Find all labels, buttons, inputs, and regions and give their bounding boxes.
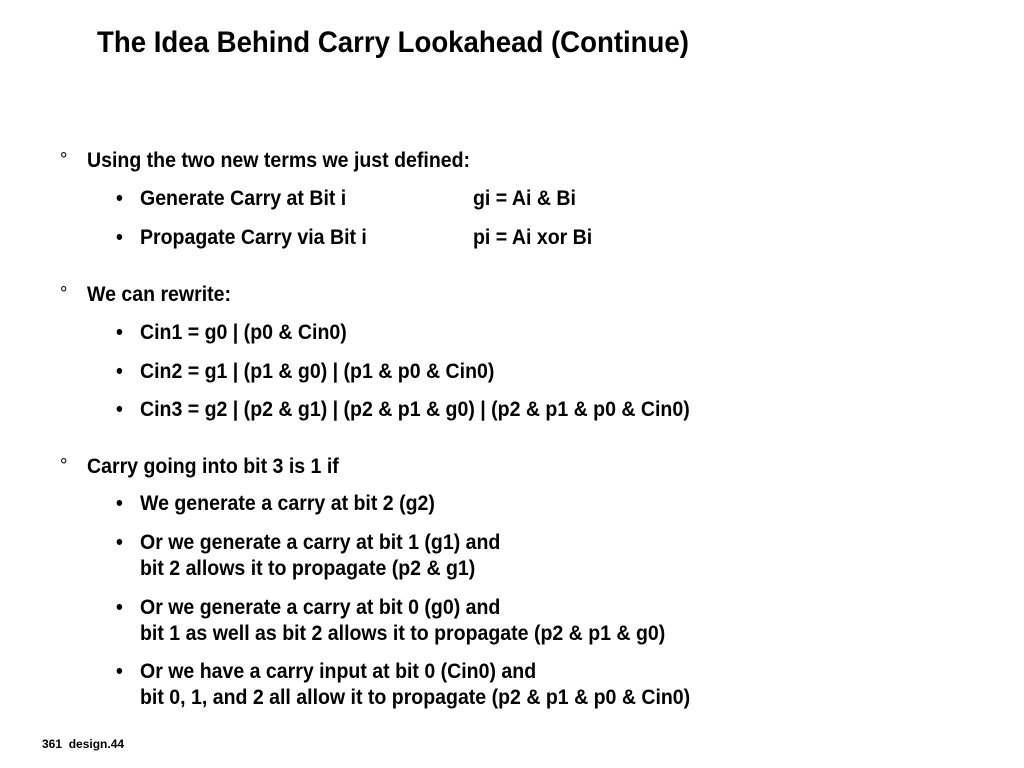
section-bullet: ° — [60, 149, 68, 171]
section-heading-terms: Using the two new terms we just defined: — [87, 149, 471, 172]
definition-expr-propagate: pi = Ai xor Bi — [473, 226, 593, 249]
sub-bullet: • — [116, 492, 123, 515]
section-bullet: ° — [60, 283, 68, 305]
sub-bullet: • — [116, 398, 123, 421]
carry-condition-4-line2: bit 0, 1, and 2 all allow it to propagate (p2 & p1 & p0 & Cin0) — [140, 686, 691, 709]
definition-label-propagate: Propagate Carry via Bit i — [140, 226, 367, 249]
section-heading-carry: Carry going into bit 3 is 1 if — [87, 455, 339, 478]
equation-cin1: Cin1 = g0 | (p0 & Cin0) — [140, 321, 347, 344]
sub-bullet: • — [116, 531, 123, 554]
carry-condition-2-line2: bit 2 allows it to propagate (p2 & g1) — [140, 557, 476, 580]
sub-bullet: • — [116, 226, 123, 249]
slide-footer: 361 design.44 — [42, 737, 125, 751]
carry-condition-4-line1: Or we have a carry input at bit 0 (Cin0) and — [140, 660, 537, 683]
carry-condition-3-line1: Or we generate a carry at bit 0 (g0) and — [140, 596, 501, 619]
carry-condition-1: We generate a carry at bit 2 (g2) — [140, 492, 435, 515]
section-heading-rewrite: We can rewrite: — [87, 283, 232, 306]
definition-label-generate: Generate Carry at Bit i — [140, 187, 347, 210]
section-bullet: ° — [60, 455, 68, 477]
sub-bullet: • — [116, 360, 123, 383]
sub-bullet: • — [116, 596, 123, 619]
sub-bullet: • — [116, 187, 123, 210]
equation-cin2: Cin2 = g1 | (p1 & g0) | (p1 & p0 & Cin0) — [140, 360, 495, 383]
sub-bullet: • — [116, 321, 123, 344]
sub-bullet: • — [116, 660, 123, 683]
slide-title: The Idea Behind Carry Lookahead (Continue) — [97, 26, 689, 59]
equation-cin3: Cin3 = g2 | (p2 & g1) | (p2 & p1 & g0) | (p2 & p1 & p0 & Cin0) — [140, 398, 690, 421]
carry-condition-2-line1: Or we generate a carry at bit 1 (g1) and — [140, 531, 501, 554]
carry-condition-3-line2: bit 1 as well as bit 2 allows it to propagate (p2 & p1 & g0) — [140, 622, 666, 645]
definition-expr-generate: gi = Ai & Bi — [473, 187, 576, 210]
